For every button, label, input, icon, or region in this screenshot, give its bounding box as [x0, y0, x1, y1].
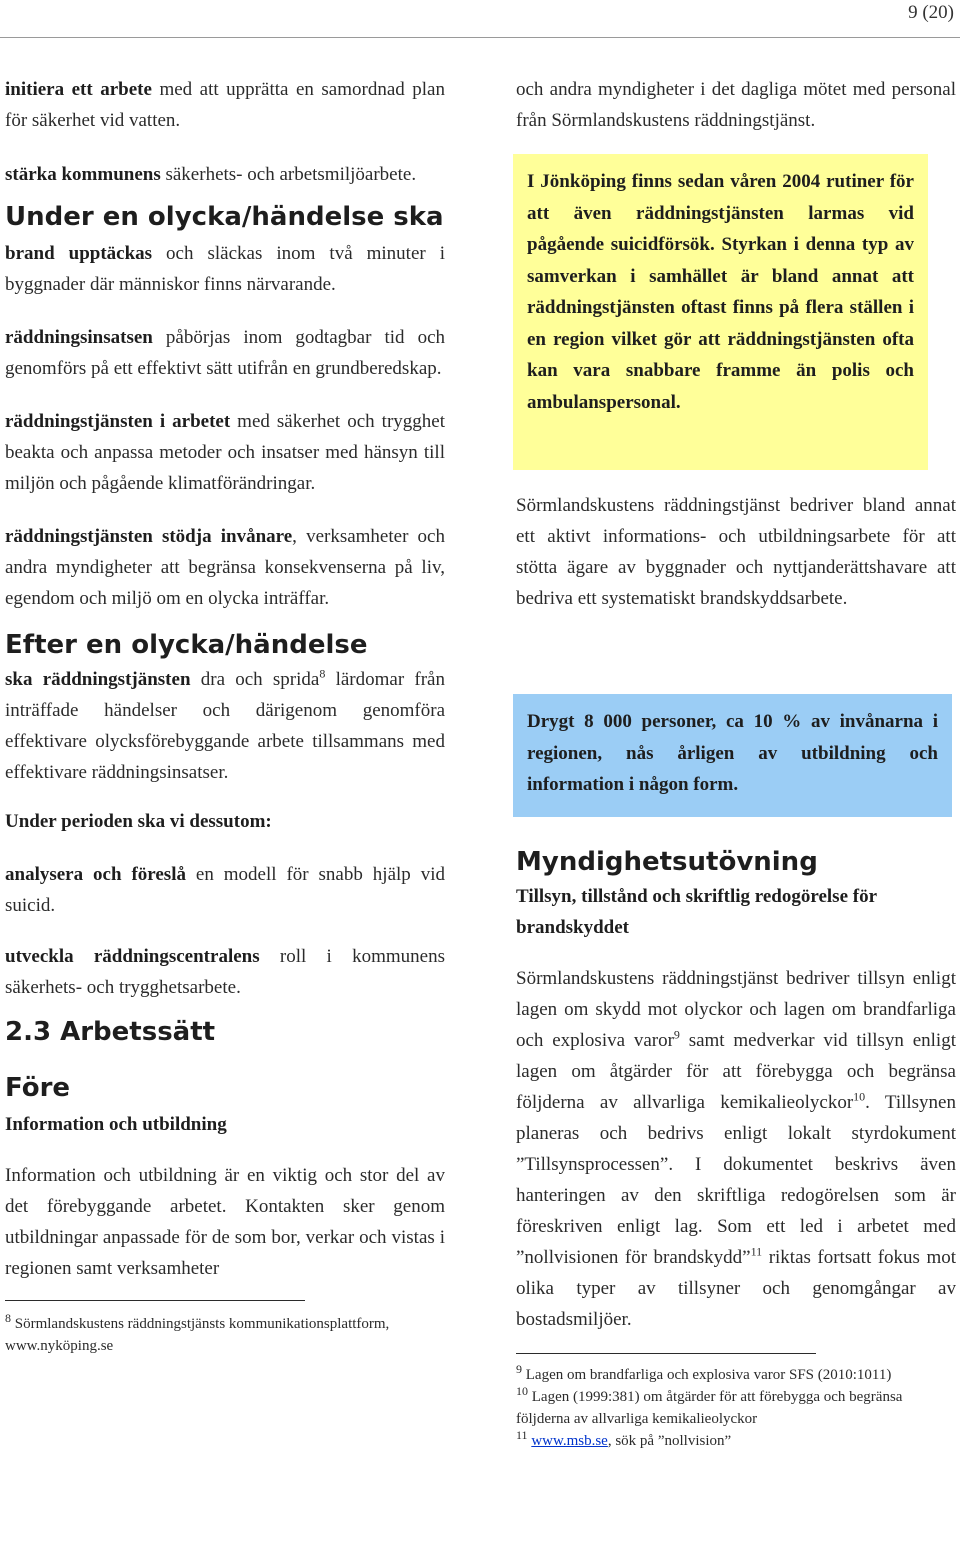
footnote-11: $^{11}$ www.msb.se, sök på ”nollvision”: [516, 1428, 732, 1449]
footnote-rule: [5, 1300, 305, 1301]
goal-paragraph-arbetsmiljo: stärka kommunens säkerhets- och arbetsmiljöarbete.: [5, 164, 417, 185]
heading-under-olycka: Under en olycka/händelse ska: [5, 202, 444, 232]
goal-paragraph-vatten: initiera ett arbete med att upprätta en samordnad plan för säkerhet vid vatten.: [5, 79, 445, 131]
highlight-box-jonkoping: I Jönköping finns sedan våren 2004 rutiner för att även räddningstjänsten larmas vid pågående suicidförsök. Styrkan i denna typ av samverkan i samhället är bland annat att räddningstjänsten oftast finns på flera ställen i en region vilket gör att räddningstjänsten ofta kan vara snabbare framme än polis och ambulanspersonal.: [513, 154, 928, 470]
msb-link[interactable]: www.msb.se: [531, 1433, 608, 1449]
paragraph-dagliga-motet: och andra myndigheter i det dagliga mötet med personal från Sörmlandskustens räddningstjänst.: [516, 79, 956, 131]
heading-efter-olycka: Efter en olycka/händelse: [5, 630, 368, 660]
heading-tillsyn: Tillsyn, tillstånd och skriftlig redogörelse för brandskyddet: [516, 886, 877, 938]
goal-paragraph-stodja: räddningstjänsten stödja invånare, verksamheter och andra myndigheter att begränsa konsekvenserna på liv, egendom och miljö om en olycka inträffar.: [5, 526, 445, 609]
goal-paragraph-lardomar: ska räddningstjänsten dra och sprida$^8$ lärdomar från inträffade händelser och därigenom genomföra effektivare olycksförebyggande arbete tillsammans med effektivare räddningsinsatser.: [5, 666, 445, 783]
footnote-10: $^{10}$ Lagen (1999:381) om åtgärder för att förebygga och begränsa följderna av allvarliga kemikalieolyckor: [516, 1384, 903, 1427]
heading-under-perioden: Under perioden ska vi dessutom:: [5, 811, 272, 832]
goal-paragraph-suicid: analysera och föreslå en modell för snabb hjälp vid suicid.: [5, 864, 445, 916]
goal-paragraph-insats: räddningsinsatsen påbörjas inom godtagbar tid och genomförs på ett effektivt sätt utifrån en grundberedskap.: [5, 327, 445, 379]
paragraph-utbildningsarbete: Sörmlandskustens räddningstjänst bedriver bland annat ett aktivt informations- och utbildningsarbete för att stötta ägare av byggnader och nyttjanderättshavare att bedriva ett systematiskt brandskyddsarbete.: [516, 495, 956, 609]
footnote-ref-9: 9: [673, 1027, 680, 1042]
footnote-8: $^8$ Sörmlandskustens räddningstjänsts kommunikationsplattform, www.nyköping.se: [5, 1311, 390, 1354]
heading-information-utbildning: Information och utbildning: [5, 1114, 227, 1135]
right-column: [516, 74, 956, 1452]
header-rule: [0, 37, 960, 38]
footnote-ref-10: 10: [853, 1089, 866, 1104]
paragraph-information: Information och utbildning är en viktig och stor del av det förebyggande arbetet. Kontakten sker genom utbildningar anpassade för de som bor, verkar och vistas i regionen samt verksamheter: [5, 1165, 445, 1279]
footnote-ref-11: 11: [750, 1244, 763, 1259]
highlight-box-utbildning: Drygt 8 000 personer, ca 10 % av invånarna i regionen, nås årligen av utbildning och information i någon form.: [513, 694, 952, 817]
page-number: 9 (20): [908, 2, 954, 23]
footnote-rule-right: [516, 1353, 816, 1354]
heading-fore: Före: [5, 1073, 71, 1103]
goal-paragraph-brand: brand upptäckas och släckas inom två minuter i byggnader där människor finns närvarande.: [5, 243, 445, 295]
footnote-9: $^9$ Lagen om brandfarliga och explosiva varor SFS (2010:1011): [516, 1362, 892, 1383]
footnote-ref-8: 8: [319, 666, 326, 681]
heading-arbetssatt: 2.3 Arbetssätt: [5, 1017, 216, 1047]
paragraph-tillsyn: Sörmlandskustens räddningstjänst bedriver tillsyn enligt lagen om skydd mot olyckor och lagen om brandfarliga och explosiva varor$^9$ samt medverkar vid tillsyn enligt lagen om åtgärder för att förebygga och begränsa följderna av allvarliga kemikalieolyckor$^{10}$. Tillsynen planeras och bedrivs enligt lokalt styrdokument ”Tillsynsprocessen”. I dokumentet beskrivs även hanteringen av den skriftliga redogörelsen som är föreskriven enligt lag. Som ett led i arbetet med ”nollvisionen för brandskydd”$^{11}$ riktas fortsatt fokus mot olika typer av tillsyner och genomgångar av bostadsmiljöer.: [516, 968, 956, 1330]
goal-paragraph-raddningscentral: utveckla räddningscentralens roll i kommunens säkerhets- och trygghetsarbete.: [5, 946, 445, 998]
heading-myndighetsutovning: Myndighetsutövning: [516, 847, 818, 877]
left-column: [5, 74, 445, 1357]
goal-paragraph-klimat: räddningstjänsten i arbetet med säkerhet och trygghet beakta och anpassa metoder och insatser med hänsyn till miljön och pågående klimatförändringar.: [5, 411, 445, 494]
